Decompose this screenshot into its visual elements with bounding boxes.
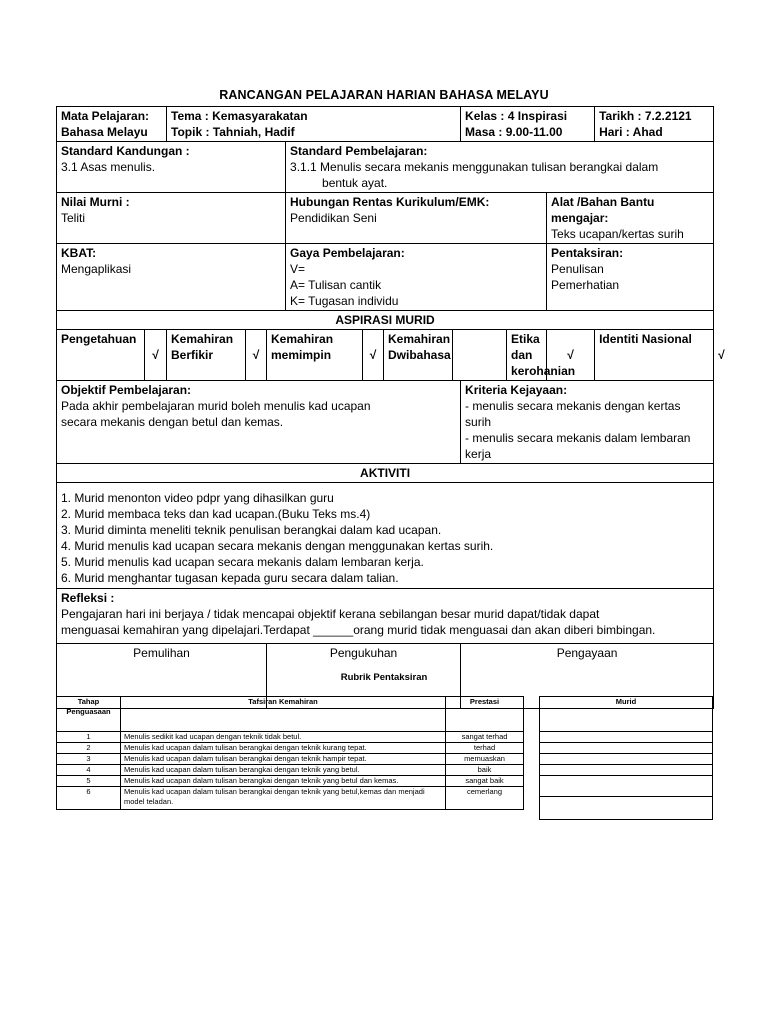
values-label: Nilai Murni : <box>61 195 130 209</box>
enrichment-label: Pengayaan <box>556 646 618 660</box>
objective-line1: Pada akhir pembelajaran murid boleh menulis kad ucapan <box>61 399 371 413</box>
objective-label: Objektif Pembelajaran: <box>61 383 192 397</box>
lesson-plan-table <box>56 106 725 709</box>
teaching-aids-cell <box>547 193 714 244</box>
reflection-line1: Pengajaran hari ini berjaya / tidak mencapai objektif kerana sebilangan besar murid dapat/tidak dapat <box>61 607 600 621</box>
remedial-label: Pemulihan <box>133 646 190 660</box>
learning-standard-cell <box>286 142 714 193</box>
rubric-level: 6 <box>57 787 121 810</box>
aspiration-tick-berfikir: √ <box>246 330 267 381</box>
learning-standard-line2: bentuk ayat. <box>322 176 388 190</box>
rubric-interpretation: Menulis kad ucapan dalam tulisan berangkai dengan teknik kurang tepat. <box>121 743 446 754</box>
aspiration-label-identiti: Identiti Nasional <box>595 330 714 381</box>
success-criteria-1: - menulis secara mekanis dengan kertas surih <box>465 399 681 429</box>
activity-item: 1. Murid menonton video pdpr yang dihasilkan guru <box>61 491 334 505</box>
student-row <box>540 765 713 776</box>
student-header: Murid <box>540 697 713 732</box>
reinforcement-label: Pengukuhan <box>329 646 398 660</box>
subject-cell <box>57 107 167 142</box>
activity-item: 5. Murid menulis kad ucapan secara mekanis dalam lembaran kerja. <box>61 555 424 569</box>
reflection-cell <box>57 589 714 644</box>
student-cell <box>540 754 713 765</box>
day-text: Hari : Ahad <box>599 125 663 139</box>
assessment-cell <box>547 244 714 311</box>
rubric-level: 1 <box>57 732 121 743</box>
learning-style-label: Gaya Pembelajaran: <box>290 246 405 260</box>
cross-curriculum-label: Hubungan Rentas Kurikulum/EMK: <box>290 195 490 209</box>
activity-list-row <box>57 483 714 589</box>
time-text: Masa : 9.00-11.00 <box>465 125 563 139</box>
aspiration-label-dwibahasa: Kemahiran Dwibahasa <box>384 330 453 381</box>
rubric-header-row <box>57 697 524 732</box>
topic-text: Topik : Tahniah, Hadif <box>171 125 295 139</box>
aspiration-tick-dwibahasa <box>453 330 507 381</box>
student-cell <box>540 743 713 754</box>
rubric-achievement: baik <box>446 765 524 776</box>
rubric-title: Rubrik Pentaksiran <box>340 672 428 683</box>
objective-cell <box>57 381 461 464</box>
rubric-level: 2 <box>57 743 121 754</box>
cross-curriculum-value: Pendidikan Seni <box>290 211 377 225</box>
kbat-cell <box>57 244 286 311</box>
learning-style-a: A= Tulisan cantik <box>290 278 382 292</box>
activity-item: 6. Murid menghantar tugasan kepada guru secara dalam talian. <box>61 571 399 585</box>
rubric-achievement: sangat terhad <box>446 732 524 743</box>
kbat-label: KBAT: <box>61 246 97 260</box>
theme-text: Tema : Kemasyarakatan <box>171 109 308 123</box>
teaching-aids-label: Alat /Bahan Bantu mengajar: <box>551 195 655 225</box>
rubric-header-achievement: Prestasi <box>446 697 524 732</box>
activity-item: 4. Murid menulis kad ucapan secara mekanis dengan menggunakan kertas surih. <box>61 539 494 553</box>
objective-row <box>57 381 714 464</box>
aspiration-heading: ASPIRASI MURID <box>57 311 714 330</box>
teaching-aids-value: Teks ucapan/kertas surih <box>551 227 684 241</box>
learning-standard-label: Standard Pembelajaran: <box>290 144 428 158</box>
rubric-table <box>56 696 524 810</box>
class-text: Kelas : 4 Inspirasi <box>465 109 568 123</box>
aspiration-tick-pengetahuan: √ <box>145 330 167 381</box>
student-table <box>539 696 713 820</box>
success-criteria-label: Kriteria Kejayaan: <box>465 383 568 397</box>
aspiration-label-berfikir: Kemahiran Berfikir <box>167 330 246 381</box>
rubric-row <box>57 732 524 743</box>
rubric-header-interpretation: Tafsiran Kemahiran <box>121 697 446 732</box>
values-cell <box>57 193 286 244</box>
student-cell <box>540 732 713 743</box>
class-cell <box>461 107 595 142</box>
rubric-row <box>57 776 524 787</box>
student-row <box>540 743 713 754</box>
rubric-interpretation: Menulis kad ucapan dalam tulisan berangkai dengan teknik yang betul,kemas dan menjadi model teladan. <box>121 787 446 810</box>
rubric-row <box>57 787 524 810</box>
assessment-value-2: Pemerhatian <box>551 278 620 292</box>
rubric-achievement: cemerlang <box>446 787 524 810</box>
rubric-achievement: sangat baik <box>446 776 524 787</box>
date-cell <box>595 107 714 142</box>
values-value: Teliti <box>61 211 86 225</box>
aspiration-items-row: Pengetahuan √ Kemahiran Berfikir √ Kemahiran memimpin √ Kemahiran Dwibahasa Etika dan kerohanian √ Identiti Nasional √ <box>57 330 714 381</box>
rubric-level: 3 <box>57 754 121 765</box>
aspiration-label-pengetahuan: Pengetahuan <box>57 330 145 381</box>
student-cell <box>540 765 713 776</box>
student-row <box>540 754 713 765</box>
date-text: Tarikh : 7.2.2121 <box>599 109 692 123</box>
aspiration-heading-row <box>57 311 714 330</box>
success-criteria-cell <box>461 381 714 464</box>
aspiration-label-memimpin: Kemahiran memimpin <box>267 330 363 381</box>
learning-standard-line1: 3.1.1 Menulis secara mekanis menggunakan tulisan berangkai dalam <box>290 160 659 174</box>
learning-style-k: K= Tugasan individu <box>290 294 399 308</box>
activity-heading-row <box>57 464 714 483</box>
reflection-label: Refleksi : <box>61 591 115 605</box>
student-row <box>540 797 713 820</box>
learning-style-cell <box>286 244 547 311</box>
assessment-value-1: Penulisan <box>551 262 604 276</box>
aspiration-tick-etika: √ <box>547 330 595 381</box>
aspiration-label-etika: Etika dan kerohanian <box>507 330 547 381</box>
kbat-row <box>57 244 714 311</box>
kbat-value: Mengaplikasi <box>61 262 132 276</box>
learning-style-v: V= <box>290 262 306 276</box>
standard-row <box>57 142 714 193</box>
theme-cell <box>167 107 461 142</box>
rubric-interpretation: Menulis sedikit kad ucapan dengan teknik tidak betul. <box>121 732 446 743</box>
content-standard-label: Standard Kandungan : <box>61 144 190 158</box>
student-header-row <box>540 697 713 732</box>
activity-item: 2. Murid membaca teks dan kad ucapan.(Buku Teks ms.4) <box>61 507 371 521</box>
rubric-row <box>57 765 524 776</box>
activity-item: 3. Murid diminta meneliti teknik penulisan berangkai dalam kad ucapan. <box>61 523 442 537</box>
activity-list-cell <box>57 483 714 589</box>
subject-value: Bahasa Melayu <box>61 125 148 139</box>
document-title: RANCANGAN PELAJARAN HARIAN BAHASA MELAYU <box>219 88 549 102</box>
content-standard-cell <box>57 142 286 193</box>
success-criteria-2: - menulis secara mekanis dalam lembaran kerja <box>465 431 691 461</box>
student-cell <box>540 797 713 820</box>
subject-label: Mata Pelajaran: <box>61 109 150 123</box>
rubric-achievement: memuaskan <box>446 754 524 765</box>
rubric-interpretation: Menulis kad ucapan dalam tulisan berangkai dengan teknik yang betul dan kemas. <box>121 776 446 787</box>
cross-curriculum-cell <box>286 193 547 244</box>
rubric-row <box>57 754 524 765</box>
header-row <box>57 107 714 142</box>
rubric-header-level: Tahap Penguasaan <box>57 697 121 732</box>
assessment-label: Pentaksiran: <box>551 246 624 260</box>
objective-line2: secara mekanis dengan betul dan kemas. <box>61 415 284 429</box>
student-cell <box>540 776 713 797</box>
content-standard-value: 3.1 Asas menulis. <box>61 160 156 174</box>
reflection-line2: menguasai kemahiran yang dipelajari.Terdapat ______orang murid tidak menguasai dan akan diberi bimbingan. <box>61 623 656 637</box>
values-row <box>57 193 714 244</box>
aspiration-tick-memimpin: √ <box>363 330 384 381</box>
student-row <box>540 776 713 797</box>
rubric-row <box>57 743 524 754</box>
rubric-interpretation: Menulis kad ucapan dalam tulisan berangkai dengan teknik hampir tepat. <box>121 754 446 765</box>
reflection-row <box>57 589 714 644</box>
student-row <box>540 732 713 743</box>
rubric-interpretation: Menulis kad ucapan dalam tulisan berangkai dengan teknik yang betul. <box>121 765 446 776</box>
rubric-level: 4 <box>57 765 121 776</box>
rubric-level: 5 <box>57 776 121 787</box>
activity-heading: AKTIVITI <box>57 464 714 483</box>
rubric-achievement: terhad <box>446 743 524 754</box>
